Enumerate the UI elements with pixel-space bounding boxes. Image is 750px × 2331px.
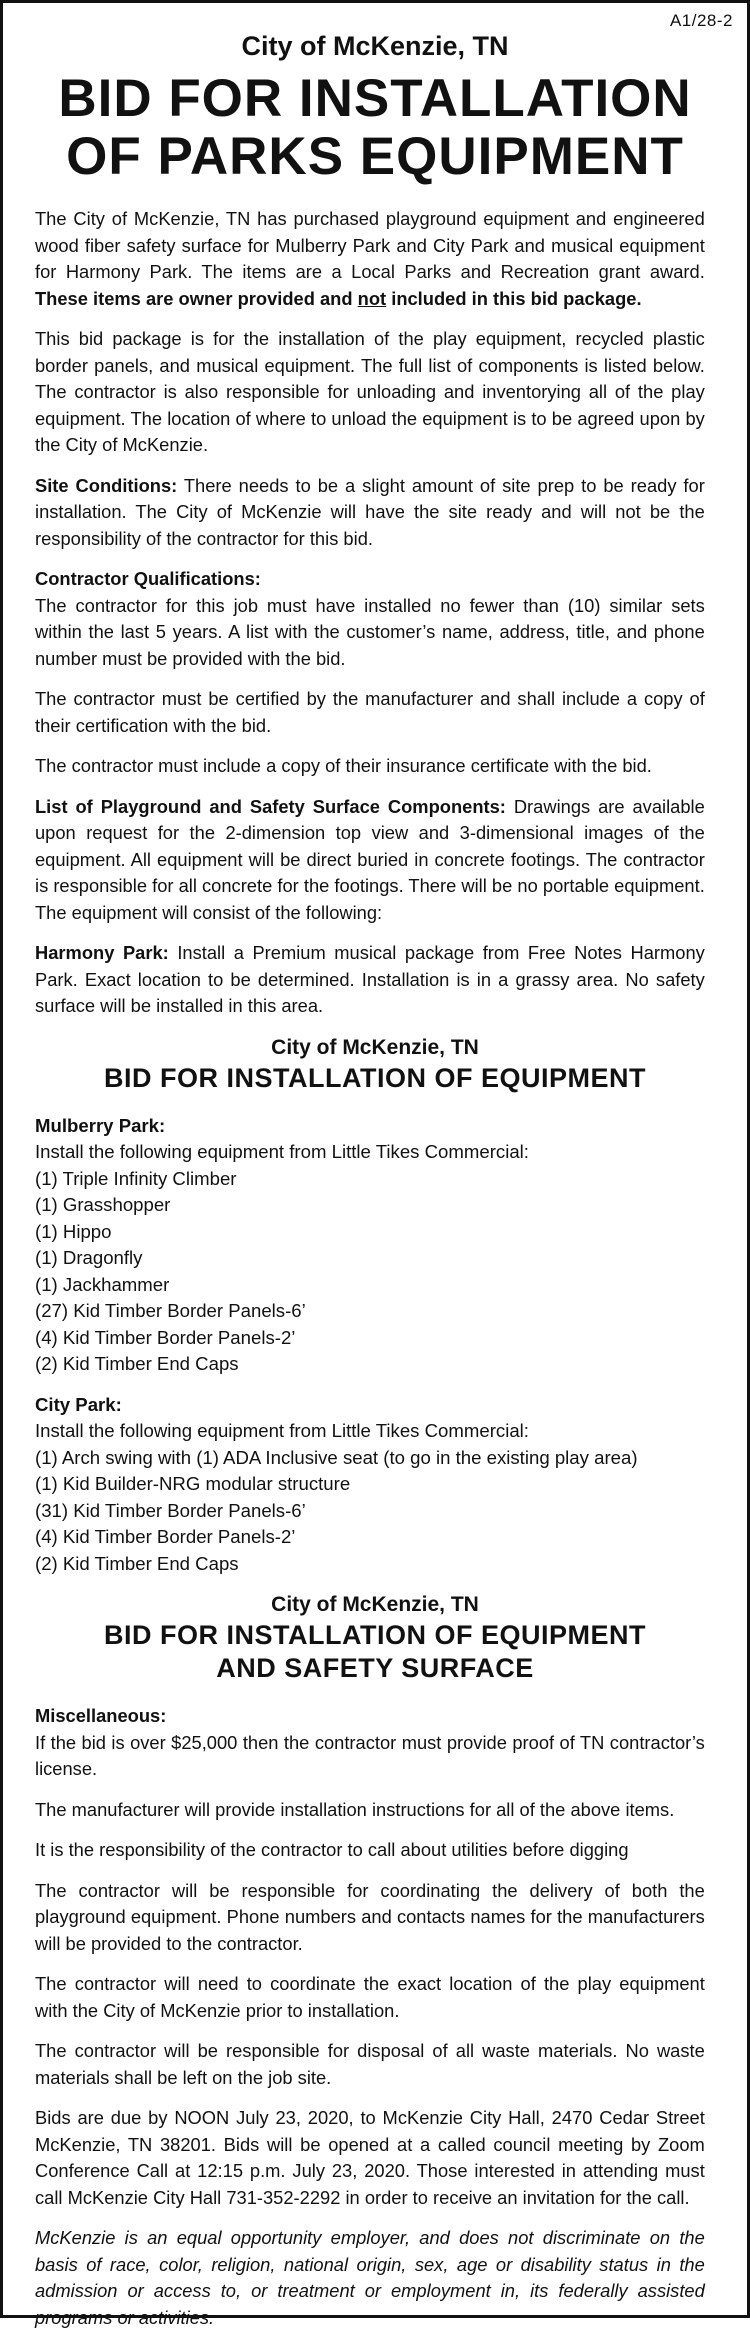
qualifications-text: The contractor for this job must have installed no fewer than (10) similar sets within the last 5 years. A list with the customer’s name, address, title, and phone number must be provided with the bid. <box>35 594 705 669</box>
main-title-line2: OF PARKS EQUIPMENT <box>66 127 684 186</box>
certified-paragraph: The contractor must be certified by the manufacturer and shall include a copy of their certification with the bid. <box>35 688 705 736</box>
misc-license-text: If the bid is over $25,000 then the contractor must provide proof of TN contractor’s license. <box>35 1731 705 1779</box>
misc-location: The contractor will need to coordinate the exact location of the play equipment with the City of McKenzie prior to installation. <box>35 1973 705 2021</box>
list-item: (1) Hippo <box>35 1220 112 1242</box>
section3-title <box>35 1619 715 1685</box>
section2-title: BID FOR INSTALLATION OF EQUIPMENT <box>104 1062 646 1093</box>
section3-title-line1: BID FOR INSTALLATION OF EQUIPMENT <box>104 1620 646 1650</box>
eoe-statement: McKenzie is an equal opportunity employer, and does not discriminate on the basis of race, color, religion, national origin, sex, age or disability status in the admission or access to, or treatment or employment in, its federally assisted programs or activities. <box>35 2227 705 2328</box>
list-item: (2) Kid Timber End Caps <box>35 1353 239 1374</box>
list-item: (4) Kid Timber Border Panels-2’ <box>35 1326 296 1348</box>
intro-bold-a: These items are owner provided and <box>35 287 358 309</box>
misc-utilities: It is the responsibility of the contractor to call about utilities before digging <box>35 1839 629 1860</box>
misc-disposal: The contractor will be responsible for disposal of all waste materials. No waste materials shall be left on the job site. <box>35 2040 705 2088</box>
components-label: List of Playground and Safety Surface Components: <box>35 795 506 817</box>
mulberry-label: Mulberry Park: <box>35 1114 166 1136</box>
site-text: There needs to be a slight amount of site prep to be ready for installation. The City of McKenzie will have the site ready and will not be the responsibility of the contractor for this bid. <box>35 474 705 549</box>
harmony-paragraph <box>35 940 705 1020</box>
main-title-line1: BID FOR INSTALLATION <box>58 69 692 128</box>
components-paragraph <box>35 794 705 927</box>
intro-bold-underline: not <box>357 287 387 309</box>
list-item: (2) Kid Timber End Caps <box>35 1552 239 1574</box>
intro-bold-b: included in this bid package. <box>386 287 642 309</box>
list-item: (1) Kid Builder-NRG modular structure <box>35 1473 351 1494</box>
header-city: City of McKenzie, TN <box>241 31 509 61</box>
mulberry-list <box>35 1113 715 1378</box>
list-item: (1) Arch swing with (1) ADA Inclusive seat (to go in the existing play area) <box>35 1446 638 1468</box>
harmony-text: Install a Premium musical package from Free Notes Harmony Park. Exact location to be determined. Installation is in a grassy area. No safety surface will be installed in this area. <box>35 942 705 1016</box>
list-item: (31) Kid Timber Border Panels-6’ <box>35 1499 306 1521</box>
list-item: (1) Jackhammer <box>35 1273 170 1295</box>
site-label: Site Conditions: <box>35 474 178 496</box>
harmony-label: Harmony Park: <box>35 942 169 963</box>
section3-title-line2: AND SAFETY SURFACE <box>216 1653 534 1683</box>
section2-city: City of McKenzie, TN <box>271 1035 479 1059</box>
list-item: (4) Kid Timber Border Panels-2’ <box>35 1526 296 1547</box>
intro-text: The City of McKenzie, TN has purchased playground equipment and engineered wood fiber safety surface for Mulberry Park and City Park and musical equipment for Harmony Park. The items are a Local Parks and Recreation grant award. <box>35 208 705 282</box>
list-item: (1) Dragonfly <box>35 1247 143 1268</box>
list-item: Install the following equipment from Little Tikes Commercial: <box>35 1141 529 1162</box>
list-item: Install the following equipment from Little Tikes Commercial: <box>35 1420 529 1441</box>
section3-city: City of McKenzie, TN <box>271 1593 479 1616</box>
list-item: (1) Grasshopper <box>35 1194 171 1215</box>
list-item: (1) Triple Infinity Climber <box>35 1167 237 1189</box>
citypark-label: City Park: <box>35 1393 122 1415</box>
qualifications <box>35 566 705 672</box>
misc-delivery: The contractor will be responsible for coordinating the delivery of both the playground equipment. Phone numbers and contacts names for the manufacturers will be provided to the contractor. <box>35 1879 705 1954</box>
reference-code: A1/28-2 <box>669 11 733 30</box>
misc-instructions: The manufacturer will provide installation instructions for all of the above items. <box>35 1798 675 1820</box>
misc-license <box>35 1703 705 1783</box>
misc-label: Miscellaneous: <box>35 1705 167 1726</box>
insurance-paragraph: The contractor must include a copy of their insurance certificate with the bid. <box>35 755 652 776</box>
qualifications-label: Contractor Qualifications: <box>35 568 261 589</box>
intro-paragraph <box>35 206 705 312</box>
components-text: Drawings are available upon request for the 2-dimension top view and 3-dimensional images of the equipment. All equipment will be direct buried in concrete footings. The contractor is responsible for all concrete for the footings. There will be no portable equipment. The equipment will consist of the following: <box>35 795 705 923</box>
misc-bids-due: Bids are due by NOON July 23, 2020, to McKenzie City Hall, 2470 Cedar Street McKenzie, TN 38201. Bids will be opened at a called council meeting by Zoom Conference Call at 12:15 p.m. July 23, 2020. Those interested in attending must call McKenzie City Hall 731-352-2292 in order to receive an invitation for the call. <box>35 2107 705 2208</box>
package-paragraph: This bid package is for the installation of the play equipment, recycled plastic border panels, and musical equipment. The full list of components is listed below. The contractor is also responsible for unloading and inventorying all of the play equipment. The location of where to unload the equipment is to be agreed upon by the City of McKenzie. <box>35 328 705 455</box>
list-item: (27) Kid Timber Border Panels-6’ <box>35 1300 306 1321</box>
site-conditions <box>35 473 705 553</box>
citypark-list <box>35 1392 715 1578</box>
main-title <box>35 70 715 186</box>
